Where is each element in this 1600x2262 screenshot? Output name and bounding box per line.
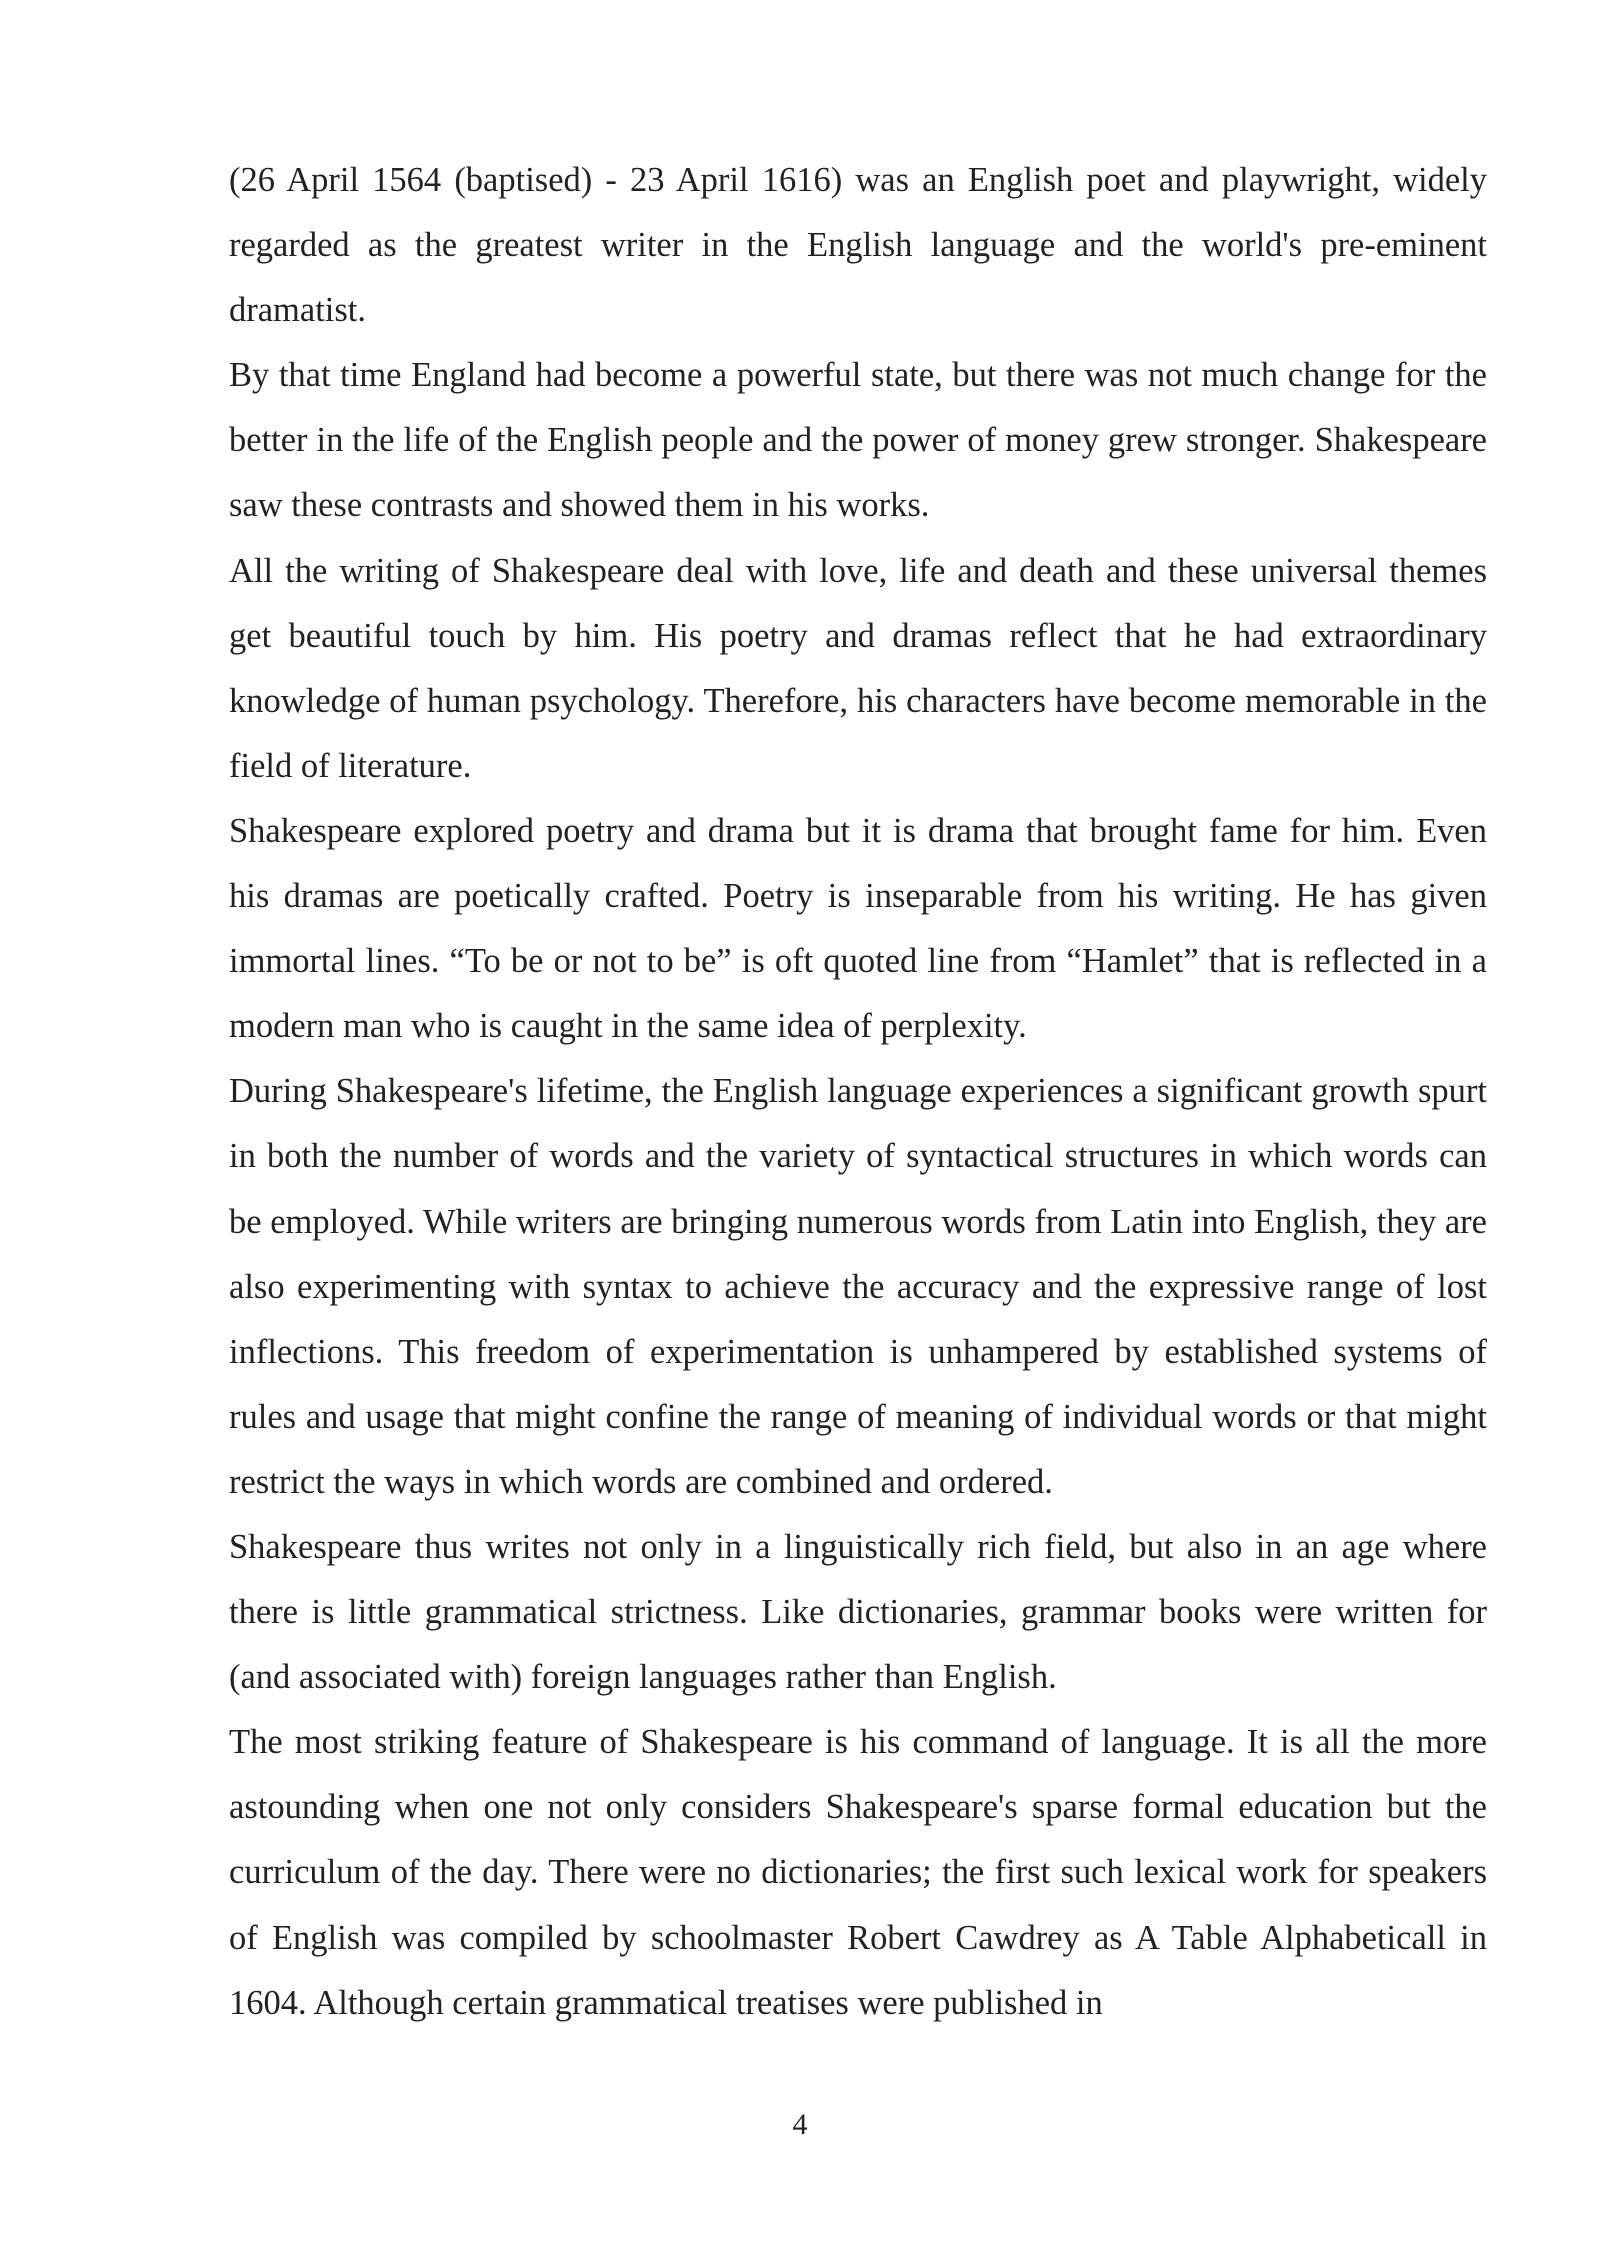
body-text — [229, 148, 1487, 2036]
paragraph: (26 April 1564 (baptised) - 23 April 1616) was an English poet and playwright, widely regarded as the greatest writer in the English language and the world's pre-eminent dramatist. — [229, 161, 1487, 330]
paragraph: The most striking feature of Shakespeare is his command of language. It is all the more astounding when one not only considers Shakespeare's sparse formal education but the curriculum of the day. There were no dictionaries; the first such lexical work for speakers of English was compiled by schoolmaster Robert Cawdrey as A Table Alphabeticall in 1604. Although certain grammatical treatises were published in — [229, 1723, 1487, 2022]
page-number: 4 — [792, 2108, 808, 2141]
paragraph: By that time England had become a powerful state, but there was not much change for the better in the life of the English people and the power of money grew stronger. Shakespeare saw these contrasts and showed them in his works. — [229, 356, 1487, 525]
paragraph: During Shakespeare's lifetime, the English language experiences a significant growth spurt in both the number of words and the variety of syntactical structures in which words can be employed. While writers are bringing numerous words from Latin into English, they are also experimenting with syntax to achieve the accuracy and the expressive range of lost inflections. This freedom of experimentation is unhampered by established systems of rules and usage that might confine the range of meaning of individual words or that might restrict the ways in which words are combined and ordered. — [229, 1072, 1487, 1501]
paragraph: Shakespeare explored poetry and drama but it is drama that brought fame for him. Even his dramas are poetically crafted. Poetry is inseparable from his writing. He has given immortal lines. “To be or not to be” is oft quoted line from “Hamlet” that is reflected in a modern man who is caught in the same idea of perplexity. — [229, 811, 1487, 1046]
paragraph: Shakespeare thus writes not only in a linguistically rich field, but also in an age where there is little grammatical strictness. Like dictionaries, grammar books were written for (and associated with) foreign languages rather than English. — [229, 1527, 1487, 1697]
paragraph: All the writing of Shakespeare deal with love, life and death and these universal themes get beautiful touch by him. His poetry and dramas reflect that he had extraordinary knowledge of human psychology. Therefore, his characters have become memorable in the field of literature. — [229, 551, 1487, 785]
